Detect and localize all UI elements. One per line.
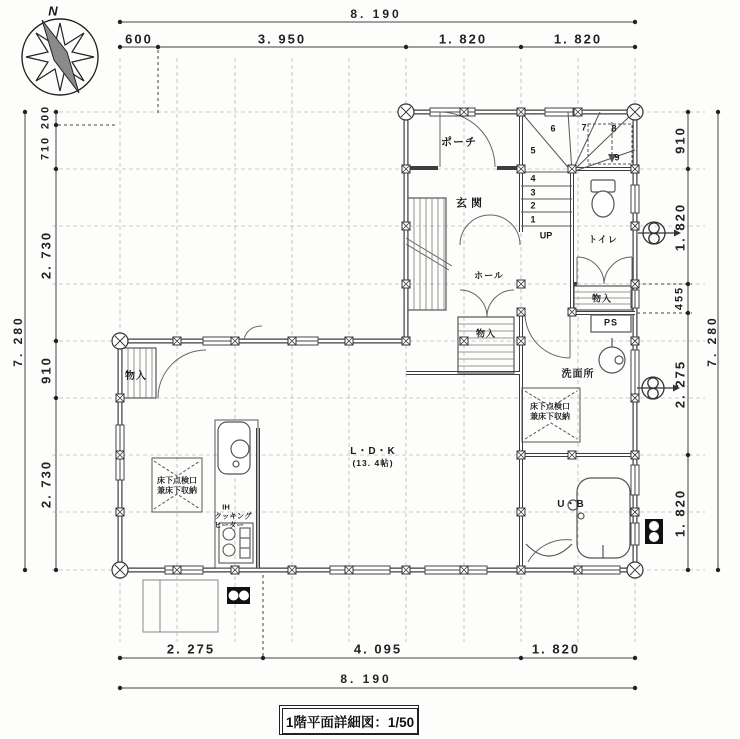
room-label-closet-east: 物入 <box>591 293 613 304</box>
bathtub-fixture <box>526 478 630 558</box>
room-label-closet-hall: 物入 <box>475 328 497 339</box>
stair-num-6: 6 <box>550 123 556 134</box>
room-label-closet-west: 物入 <box>125 371 147 382</box>
sheet-title: 1階平面詳細図：1/50 <box>282 708 418 734</box>
closet-hatches <box>122 198 632 398</box>
dim-left-1: 200 <box>39 104 52 130</box>
room-label-entry: 玄関 <box>456 197 486 210</box>
stair-treads <box>521 172 572 226</box>
label-ih-1: IH <box>222 502 230 512</box>
label-underfloor-east-1: 床下点検口 <box>530 402 570 411</box>
room-label-ps: PS <box>603 317 619 328</box>
agari-kamachi-line <box>406 238 452 270</box>
dim-left-5: 2. 730 <box>38 459 54 509</box>
dim-right-3: 455 <box>673 285 686 311</box>
stair-num-4: 4 <box>530 173 536 184</box>
label-underfloor-west-1: 床下点検口 <box>157 476 197 485</box>
stair-num-7: 7 <box>581 122 587 133</box>
compass-needle <box>42 20 79 93</box>
compass-icon <box>22 19 98 95</box>
label-underfloor-west-2: 兼床下収納 <box>157 486 197 495</box>
stair-num-8: 8 <box>611 123 617 134</box>
west-closet-door-arc <box>158 350 206 398</box>
dim-right-overall: 7. 280 <box>705 315 719 367</box>
room-label-hall: ホール <box>474 270 504 281</box>
dim-right-5: 1. 820 <box>672 488 688 538</box>
room-label-porch: ポーチ <box>441 136 477 149</box>
dim-bottom-2: 4. 095 <box>353 641 403 657</box>
dim-left-4: 910 <box>38 356 54 384</box>
terrace <box>143 580 218 632</box>
dim-bottom-overall: 8. 190 <box>340 672 392 686</box>
dim-right-2: 1. 820 <box>672 202 688 252</box>
dim-left-overall: 7. 280 <box>11 315 25 367</box>
room-label-ldk-size: (13. 4帖) <box>352 457 394 468</box>
stair-num-5: 5 <box>530 145 536 156</box>
dim-bottom-3: 1. 820 <box>531 641 581 657</box>
dim-top-overall: 8. 190 <box>350 7 402 21</box>
title-box <box>279 705 419 735</box>
label-ih-3: ヒーター <box>214 520 244 530</box>
label-ih-2: クッキング <box>214 511 252 521</box>
stair-num-3: 3 <box>530 187 536 198</box>
dim-left-3: 2. 730 <box>38 230 54 280</box>
toilet-fixture <box>591 180 615 217</box>
gas-meter-right <box>645 519 663 544</box>
dim-bottom-1: 2. 275 <box>166 641 216 657</box>
label-underfloor-east-2: 兼床下収納 <box>530 412 570 421</box>
stair-num-2: 2 <box>530 200 536 211</box>
washroom-door-arc <box>525 313 570 358</box>
dim-top-2: 3. 950 <box>257 31 307 47</box>
room-label-bath: U・B <box>557 499 585 510</box>
kitchen-sink <box>218 422 250 474</box>
room-label-toilet: トイレ <box>588 234 618 245</box>
gas-meter-bottom <box>227 587 250 604</box>
north-label: N <box>48 3 58 19</box>
toilet-double-door-arc <box>577 257 632 284</box>
dim-right-4: 2. 275 <box>672 359 688 409</box>
dim-top-1: 600 <box>125 31 153 47</box>
stair-up-label: UP <box>539 230 553 241</box>
dim-right-1: 910 <box>672 126 688 154</box>
basin-fixture <box>599 338 625 373</box>
dim-left-2: 710 <box>39 135 52 161</box>
stair-num-9: 9 <box>614 152 620 163</box>
stair-num-1: 1 <box>530 214 536 225</box>
room-label-ldk: L・D・K <box>350 446 396 457</box>
room-label-washroom: 洗面所 <box>561 369 595 380</box>
dim-top-4: 1. 820 <box>553 31 603 47</box>
hall-double-door-arc <box>460 215 520 245</box>
dim-top-3: 1. 820 <box>438 31 488 47</box>
window-swing-arc <box>244 326 262 339</box>
hall-closet-door-arc <box>460 290 514 317</box>
